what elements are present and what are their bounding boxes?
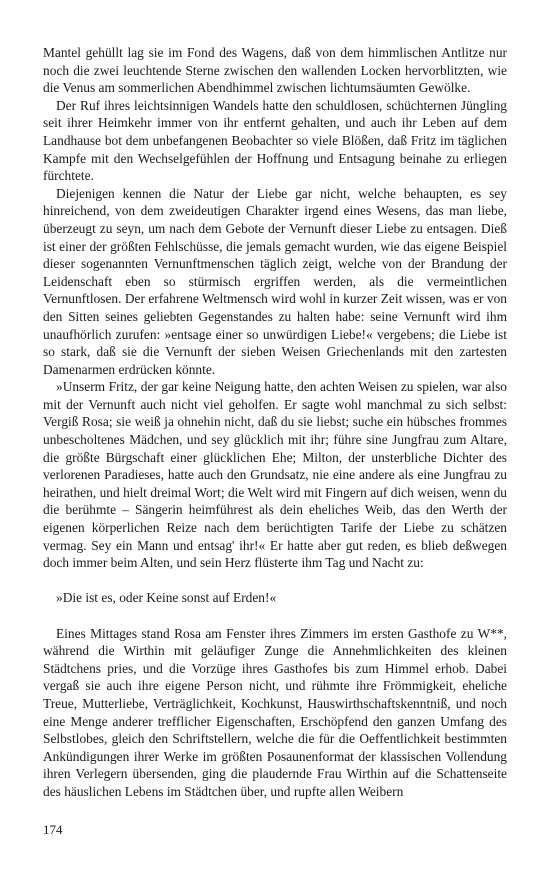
paragraph-4: »Unserm Fritz, der gar keine Neigung hatte, den achten Weisen zu spielen, war also mit der Vernunft auch nicht viel geholfen. Er sagte wohl manchmal zu sich selbst: Vergiß Rosa; sie weiß ja ohnehin nicht, daß du sie liebst; suche ein hübsches frommes unbescholtenes Mädchen, und sey glücklich mit ihr; führe sine Jungfrau zum Altare, die größte Bürgschaft einer glücklichen Ehe; Milton, der unsterbliche Dichter des verlorenen Paradieses, hatte auch den Grundsatz, nie eine andere als eine Jungfrau zu heirathen, und hielt dreimal Wort; die Welt wird mit Fingern auf dich weisen, wenn du die berühmte – Sängerin heimführest als dein eheliches Weib, das den Werth der eigenen körperlichen Reize nach dem berüchtigten Tarife der Liebe zu schätzen vermag. Sey ein Mann und entsag' ihr!« Er hatte aber gut reden, es blieb deßwegen doch immer beim Alten, und sein Herz flüsterte ihm Tag und Nacht zu: [43,379,507,571]
body-text [43,44,507,801]
paragraph-5: Eines Mittages stand Rosa am Fenster ihres Zimmers im ersten Gasthofe zu W**, während die Wirthin mit geläufiger Zunge die Annehmlichkeiten des kleinen Städtchens pries, und die Vorzüge ihres Gasthofes bis zum Himmel erhob. Dabei vergaß sie auch ihre eigene Person nicht, und rühmte ihre Frömmigkeit, eheliche Treue, Mutterliebe, Verträglichkeit, Kochkunst, Hauswirthschaftskenntniß, und noch eine Menge anderer trefflicher Eigenschaften, Erschöpfend den ganzen Umfang des Selbstlobes, gleich den Schriftstellern, welche die für die Oeffentlichkeit bestimmten Ankündigungen ihrer Werke im größten Posaunenformat der klassischen Vollendung ihren Verlegern übersenden, ging die plaudernde Frau Wirthin auf die Schattenseite des häuslichen Lebens im Städtchen über, und rupfte allen Weibern [43,625,507,799]
page-number: 174 [43,822,63,837]
paragraph-1: Mantel gehüllt lag sie im Fond des Wagens, daß von dem himmlischen Antlitze nur noch die zwei leuchtende Sterne zwischen den wallenden Locken hervorblitzten, wie die Venus am sommerlichen Abendhimmel zwischen lichtumsäumten Gewölke. [43,45,507,96]
paragraph-3: Diejenigen kennen die Natur der Liebe gar nicht, welche behaupten, es sey hinreichend, von dem zweideutigen Charakter irgend eines Wesens, das man liebe, überzeugt zu seyn, um nach dem Gebote der Vernunft dieser Liebe zu entsagen. Dieß ist einer der größten Fehlschüsse, die jemals gemacht wurden, wie das eigene Beispiel dieser sogenannten Vernunftmenschen täglich zeigt, welche von der Brandung der Leidenschaft eben so stürmisch ergriffen werden, als die vermeintlichen Vernunftlosen. Der erfahrene Weltmensch wird wohl in kurzer Zeit wissen, was er von den Sitten seines geliebten Gegenstandes zu halten habe: seine Vernunft wird ihm unaufhörlich zurufen: »entsage einer so unwürdigen Liebe!« vergebens; die Liebe ist so stark, daß sie die Vernunft der sieben Weisen Griechenlands mit den zartesten Damenarmen erdrücken könnte. [43,185,507,377]
verse-quote: »Die ist es, oder Keine sonst auf Erden!« [56,590,277,606]
paragraph-2: Der Ruf ihres leichtsinnigen Wandels hatte den schuldlosen, schüchternen Jüngling seit ihrer Heimkehr immer von ihr entfernt gehalten, und auch ihr Leben auf dem Landhause bot dem unbefangenen Beobachter so viele Blößen, daß Fritz im täglichen Kampfe mit den Wechselgefühlen der Hoffnung und Entsagung beinahe zu erliegen fürchtete. [43,97,507,184]
